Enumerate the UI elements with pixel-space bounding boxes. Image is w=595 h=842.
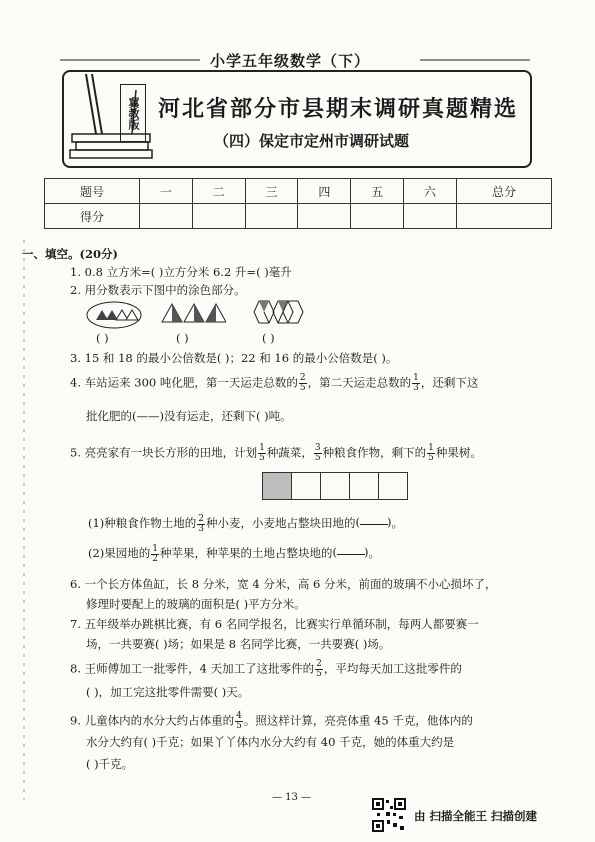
field-part (320, 472, 350, 500)
q5-2-text-1: (2)果园地的 (88, 546, 151, 560)
q5-1-text-1: (1)种粮食作物土地的 (88, 516, 197, 530)
question-8-line-1 (70, 660, 462, 679)
series-title: 小学五年级数学（下） (210, 52, 371, 70)
section-heading: 一、填空。(20分) (22, 247, 118, 261)
score-cell: 二 (192, 179, 245, 204)
q4-text-3: ，还剩下这 (420, 375, 479, 390)
score-cell: 四 (298, 179, 351, 204)
score-cell: 题号 (45, 179, 140, 204)
score-input-cell[interactable] (140, 204, 193, 229)
question-2: 2. 用分数表示下图中的涂色部分。 (70, 283, 246, 297)
q9-text-2: 。照这样计算，亮亮体重 45 千克，他体内的 (243, 713, 473, 728)
question-8-line-2: ( )，加工完这批零件需要( )天。 (86, 685, 250, 699)
score-cell: 得分 (45, 204, 140, 229)
denominator: 5 (236, 721, 242, 731)
fraction (235, 712, 243, 731)
fraction (315, 660, 323, 679)
numerator: 1 (413, 373, 419, 383)
page-subtitle: （四）保定市定州市调研试题 (214, 132, 410, 150)
fraction (427, 444, 435, 463)
field-part-shaded (262, 472, 292, 500)
q4-text-1: 4. 车站运来 300 吨化肥，第一天运走总数的 (70, 375, 298, 390)
q4-text-2: ，第二天运走总数的 (307, 375, 412, 390)
numerator: 2 (316, 659, 322, 669)
question-3: 3. 15 和 18 的最小公倍数是( )；22 和 16 的最小公倍数是( )。 (70, 351, 398, 365)
question-6-line-1: 6. 一个长方体鱼缸，长 8 分米，宽 4 分米，高 6 分米，前面的玻璃不小心损坏了， (70, 577, 497, 591)
score-cell: 总分 (456, 179, 551, 204)
fraction (151, 545, 159, 564)
score-cell: 六 (404, 179, 457, 204)
header-rule (60, 57, 530, 63)
question-6-line-2: 修理时要配上的玻璃的面积是( )平方分米。 (86, 597, 306, 611)
q2-blank-3[interactable]: ( ) (262, 331, 275, 345)
question-5-1: (1)种粮食作物土地的 $\frac{2}{3}$ 种小麦，小麦地占整块田地的( ) 。 (88, 514, 403, 534)
denominator: 3 (198, 523, 205, 534)
denominator: 5 (428, 453, 434, 463)
field-part (349, 472, 379, 500)
question-7-line-2: 场，一共要赛( )场；如果是 8 名同学比赛，一共要赛( )场。 (86, 637, 391, 651)
question-9-line-2: 水分大约有( )千克；如果丫丫体内水分大约有 40 千克，她的体重大约是 (86, 735, 455, 749)
numerator: 1 (259, 443, 265, 453)
question-9-line-1 (70, 712, 473, 731)
field-part (378, 472, 408, 500)
question-4-line-1 (70, 374, 478, 393)
field-part (291, 472, 321, 500)
ellipse-triangles-figure (86, 300, 144, 330)
question-9-line-3: ( )千克。 (86, 757, 134, 771)
denominator: 2 (152, 553, 159, 564)
q2-blank-2[interactable]: ( ) (176, 331, 189, 345)
score-input-cell[interactable] (351, 204, 404, 229)
page-title: 河北省部分市县期末调研真题精选 (158, 96, 519, 122)
score-input-cell[interactable] (192, 204, 245, 229)
score-cell: 一 (140, 179, 193, 204)
score-table-score-row (45, 204, 552, 229)
q5-text-4: 种果树。 (435, 445, 482, 460)
numerator: 2 (198, 513, 205, 524)
score-cell: 五 (351, 179, 404, 204)
question-5-2: (2)果园地的 $\frac{1}{2}$ 种苹果，种苹果的土地占整块地的( ) 。 (88, 544, 380, 564)
answer-fraction-blank[interactable] (356, 514, 392, 534)
binding-margin-line (18, 240, 30, 800)
triangle-group-figure (160, 302, 226, 324)
numerator: 3 (314, 443, 321, 453)
score-input-cell[interactable] (456, 204, 551, 229)
q2-blank-1[interactable]: ( ) (96, 331, 109, 345)
q5-2-text-2: 种苹果，种苹果的土地占整块地的 (160, 546, 333, 560)
edition-badge: 冀教版 (120, 84, 146, 142)
score-input-cell[interactable] (404, 204, 457, 229)
score-input-cell[interactable] (298, 204, 351, 229)
denominator: 3 (413, 383, 419, 393)
q5-text-3: 种粮食作物，剩下的 (322, 445, 427, 460)
q5-text-2: 种蔬菜， (266, 445, 313, 460)
fraction (258, 444, 266, 463)
question-4-line-2: 批化肥的(——)没有运走，还剩下( )吨。 (86, 409, 292, 423)
qr-code-icon[interactable] (372, 798, 406, 832)
denominator: 5 (314, 453, 321, 463)
q5-text-1: 5. 亮亮家有一块长方形的田地，计划 (70, 445, 258, 460)
scanner-credit: 由 扫描全能王 扫描创建 (414, 809, 538, 823)
hexagon-group-figure (250, 299, 306, 325)
question-5-line-1 (70, 444, 482, 463)
question-7-line-1: 7. 五年级举办跳棋比赛，有 6 名同学报名，比赛实行单循环制，每两人都要赛一 (70, 617, 479, 631)
page-number: — 13 — (272, 792, 312, 803)
numerator: 1 (428, 443, 434, 453)
denominator: 5 (299, 383, 306, 393)
q8-text-2: ，平均每天加工这批零件的 (323, 661, 462, 676)
score-input-cell[interactable] (245, 204, 298, 229)
numerator: 4 (236, 711, 242, 721)
score-table-header-row (45, 179, 552, 204)
denominator: 5 (259, 453, 265, 463)
fraction (412, 374, 420, 393)
numerator: 2 (299, 373, 306, 383)
fraction (299, 374, 307, 393)
q5-1-text-2: 种小麦，小麦地占整块田地的 (206, 516, 356, 530)
score-table (44, 178, 552, 229)
fraction (197, 515, 205, 534)
q8-text-1: 8. 王师傅加工一批零件，4 天加工了这批零件的 (70, 661, 315, 676)
denominator: 5 (316, 669, 322, 679)
numerator: 1 (152, 543, 159, 554)
q9-text-1: 9. 儿童体内的水分大约占体重的 (70, 713, 235, 728)
question-1: 1. 0.8 立方米=( )立方分米 6.2 升=( )毫升 (70, 265, 292, 279)
fraction (314, 444, 322, 463)
answer-fraction-blank[interactable] (333, 544, 369, 564)
score-cell: 三 (245, 179, 298, 204)
